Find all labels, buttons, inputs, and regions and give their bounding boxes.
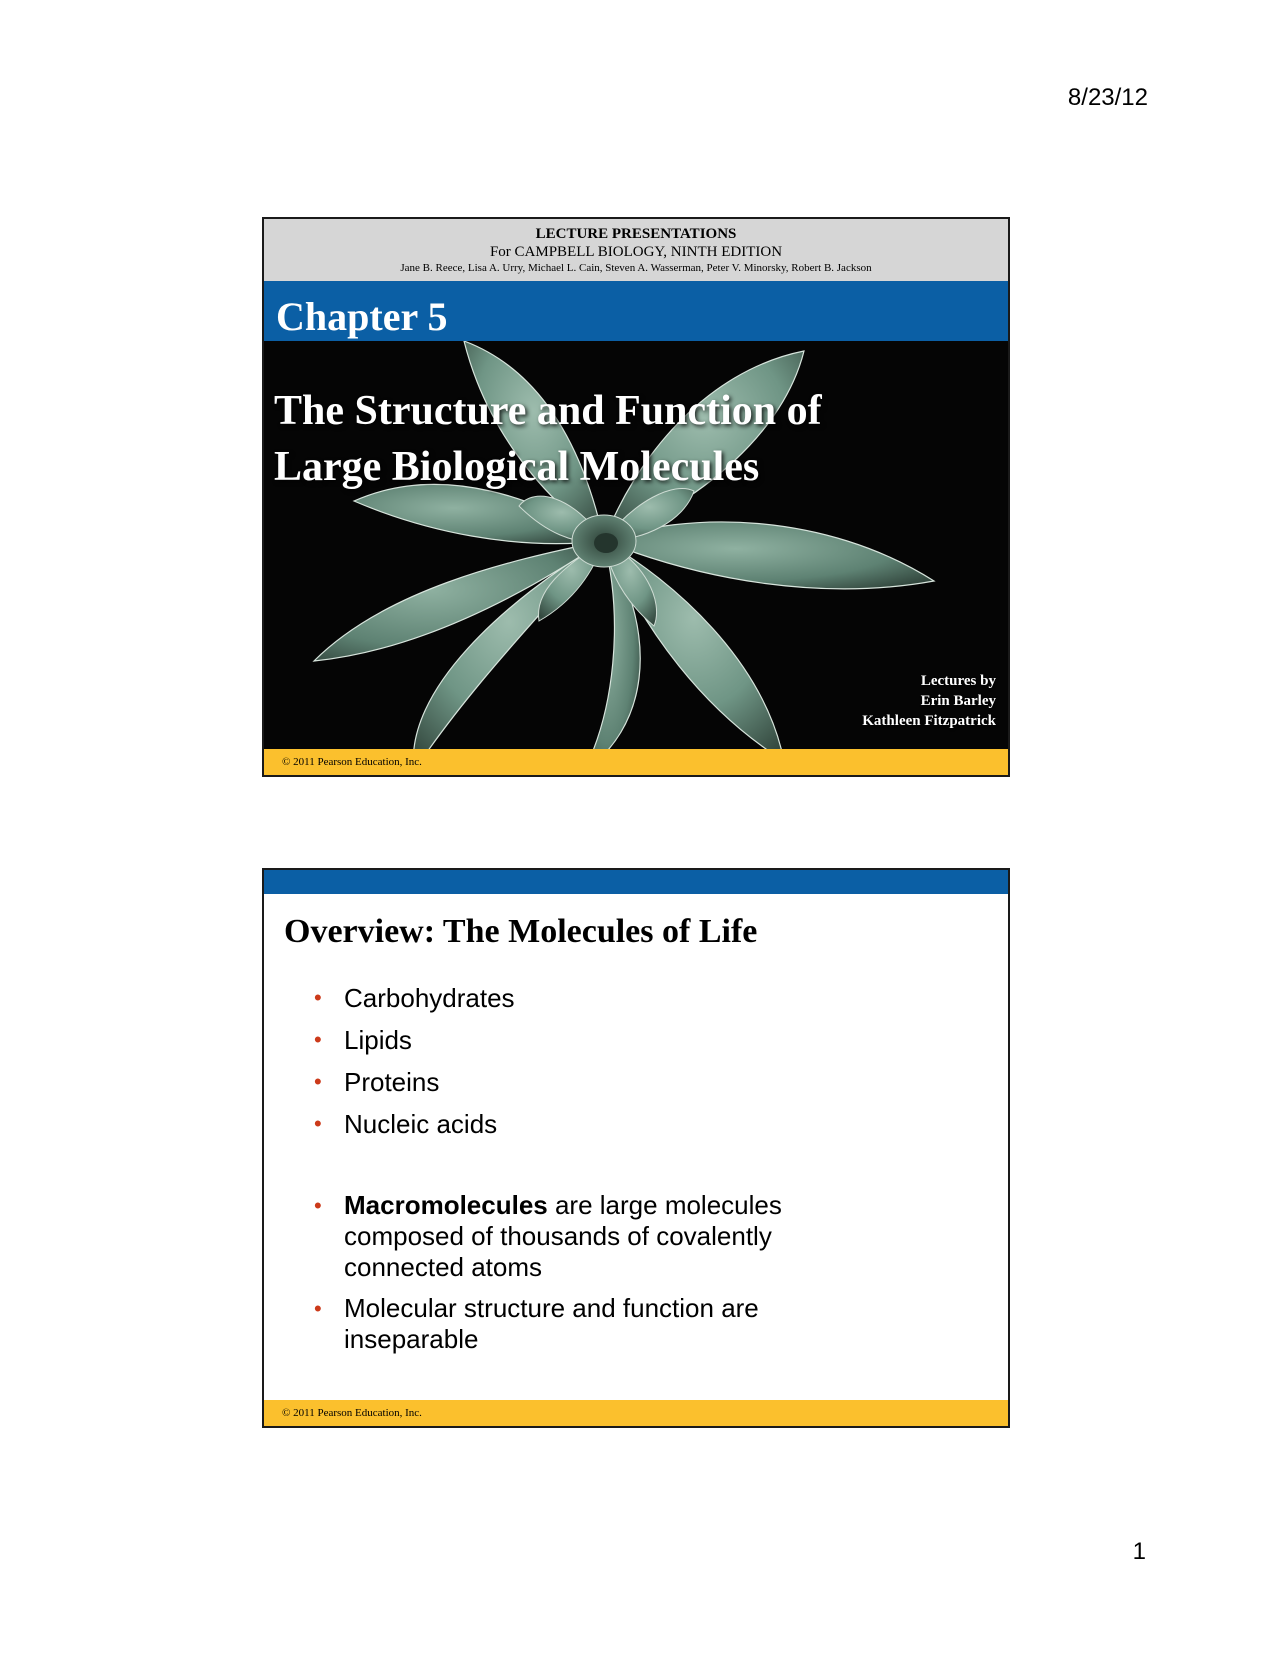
chapter-band bbox=[264, 281, 1008, 341]
bullet-text: Proteins bbox=[344, 1067, 440, 1097]
slide-title bbox=[262, 217, 1010, 777]
credits-line-1: Lectures by bbox=[920, 673, 996, 689]
list-item bbox=[312, 1293, 872, 1355]
slide-heading: Overview: The Molecules of Life bbox=[284, 913, 758, 950]
header-lecture-presentations: LECTURE PRESENTATIONS bbox=[535, 226, 737, 242]
list-item bbox=[312, 1024, 872, 1056]
top-band bbox=[264, 870, 1008, 894]
bullet-term-bold: Macromolecules bbox=[344, 1190, 548, 1220]
page-number: 1 bbox=[1132, 1538, 1146, 1565]
list-item bbox=[312, 982, 872, 1014]
credits-line-2: Erin Barley bbox=[920, 693, 996, 709]
bullet-icon: • bbox=[314, 1193, 322, 1218]
bullet-icon: • bbox=[314, 985, 322, 1010]
slide-footer bbox=[264, 1400, 1008, 1426]
lecture-credits bbox=[862, 671, 996, 731]
bullet-text: are large molecules composed of thousands of covalently connected atoms bbox=[344, 1190, 782, 1282]
slide-footer bbox=[264, 749, 1008, 775]
header-book-title: For CAMPBELL BIOLOGY, NINTH EDITION bbox=[489, 244, 783, 260]
bullet-icon: • bbox=[314, 1111, 322, 1136]
bullet-icon: • bbox=[314, 1027, 322, 1052]
copyright-text: © 2011 Pearson Education, Inc. bbox=[282, 756, 422, 768]
slide-header bbox=[264, 219, 1008, 281]
bullet-text: Molecular structure and function are inseparable bbox=[344, 1293, 759, 1354]
bullet-list bbox=[312, 982, 872, 1365]
bullet-text: Lipids bbox=[344, 1025, 412, 1055]
title-line-2: Large Biological Molecules bbox=[274, 444, 760, 490]
slide-overview bbox=[262, 868, 1010, 1428]
succulent-photo bbox=[264, 341, 1008, 749]
chapter-label: Chapter 5 bbox=[276, 294, 448, 339]
list-item bbox=[312, 1066, 872, 1098]
copyright-text: © 2011 Pearson Education, Inc. bbox=[282, 1407, 422, 1419]
bullet-icon: • bbox=[314, 1069, 322, 1094]
header-authors: Jane B. Reece, Lisa A. Urry, Michael L. Cain, Steven A. Wasserman, Peter V. Minorsky, Robert B. Jackson bbox=[400, 262, 872, 274]
list-item bbox=[312, 1190, 872, 1283]
bullet-text: Nucleic acids bbox=[344, 1109, 498, 1139]
list-item bbox=[312, 1108, 872, 1140]
title-line-1: The Structure and Function of bbox=[274, 388, 822, 434]
slide-title-text bbox=[274, 383, 822, 495]
bullet-icon: • bbox=[314, 1296, 322, 1321]
bullet-text: Carbohydrates bbox=[344, 983, 515, 1013]
page-date: 8/23/12 bbox=[1067, 84, 1148, 111]
credits-line-3: Kathleen Fitzpatrick bbox=[862, 713, 996, 729]
